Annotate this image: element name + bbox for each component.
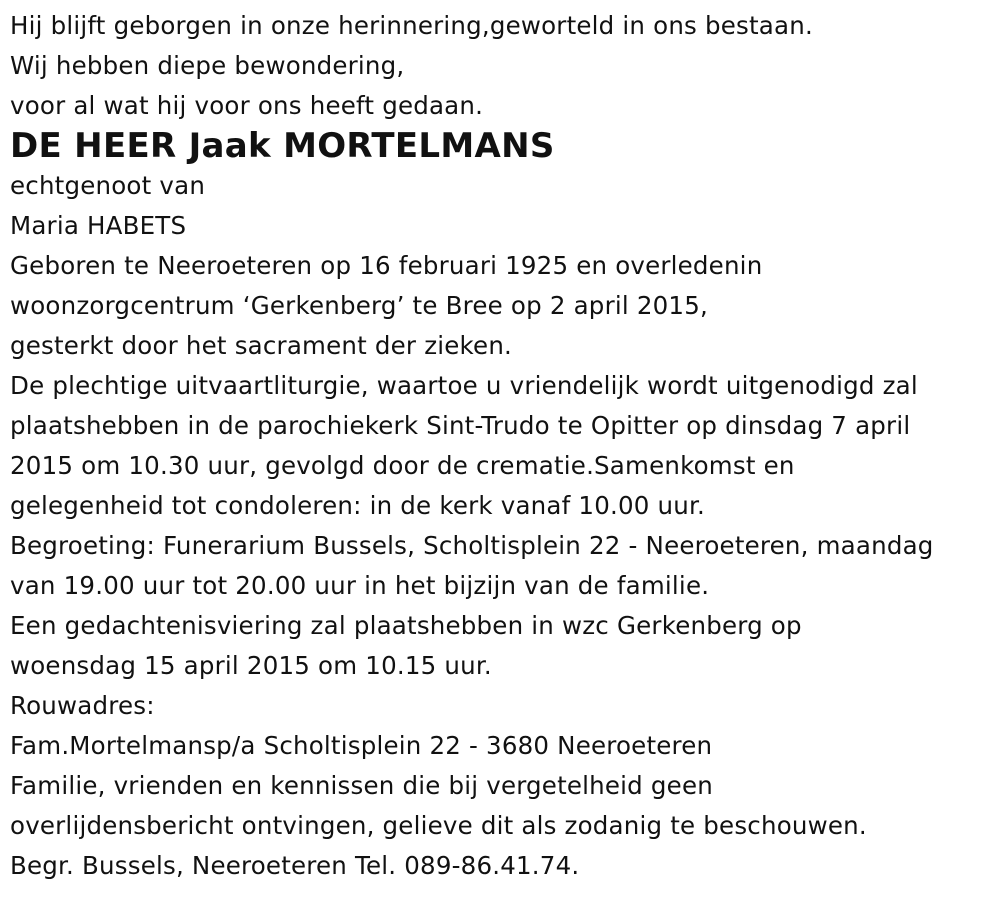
body-line: van 19.00 uur tot 20.00 uur in het bijzijn van de familie. (10, 571, 710, 600)
body-line: De plechtige uitvaartliturgie, waartoe u vriendelijk wordt uitgenodigd zal (10, 371, 918, 400)
body-line: Begroeting: Funerarium Bussels, Scholtisplein 22 - Neeroeteren, maandag (10, 531, 934, 560)
body-line: gelegenheid tot condoleren: in de kerk vanaf 10.00 uur. (10, 491, 706, 520)
body-line: Familie, vrienden en kennissen die bij vergetelheid geen (10, 771, 713, 800)
obituary-notice (10, 6, 995, 886)
body-line: plaatshebben in de parochiekerk Sint-Trudo te Opitter op dinsdag 7 april (10, 411, 911, 440)
body-line: gesterkt door het sacrament der zieken. (10, 331, 513, 360)
poem-line: voor al wat hij voor ons heeft gedaan. (10, 91, 484, 120)
body-line: echtgenoot van (10, 171, 206, 200)
body-line: Geboren te Neeroeteren op 16 februari 1925 en overledenin (10, 251, 763, 280)
body-line: Fam.Mortelmansp/a Scholtisplein 22 - 3680 Neeroeteren (10, 731, 713, 760)
poem-line: Wij hebben diepe bewondering, (10, 51, 405, 80)
body-line: 2015 om 10.30 uur, gevolgd door de crematie.Samenkomst en (10, 451, 795, 480)
poem-line: Hij blijft geborgen in onze herinnering,geworteld in ons bestaan. (10, 11, 813, 40)
body-line: Begr. Bussels, Neeroeteren Tel. 089-86.41.74. (10, 851, 580, 880)
body-line: Maria HABETS (10, 211, 187, 240)
body-line: Rouwadres: (10, 691, 155, 720)
body-line: woonzorgcentrum ‘Gerkenberg’ te Bree op 2 april 2015, (10, 291, 708, 320)
body-line: Een gedachtenisviering zal plaatshebben in wzc Gerkenberg op (10, 611, 802, 640)
deceased-name: DE HEER Jaak MORTELMANS (10, 126, 555, 166)
body-line: woensdag 15 april 2015 om 10.15 uur. (10, 651, 492, 680)
body-line: overlijdensbericht ontvingen, gelieve dit als zodanig te beschouwen. (10, 811, 867, 840)
